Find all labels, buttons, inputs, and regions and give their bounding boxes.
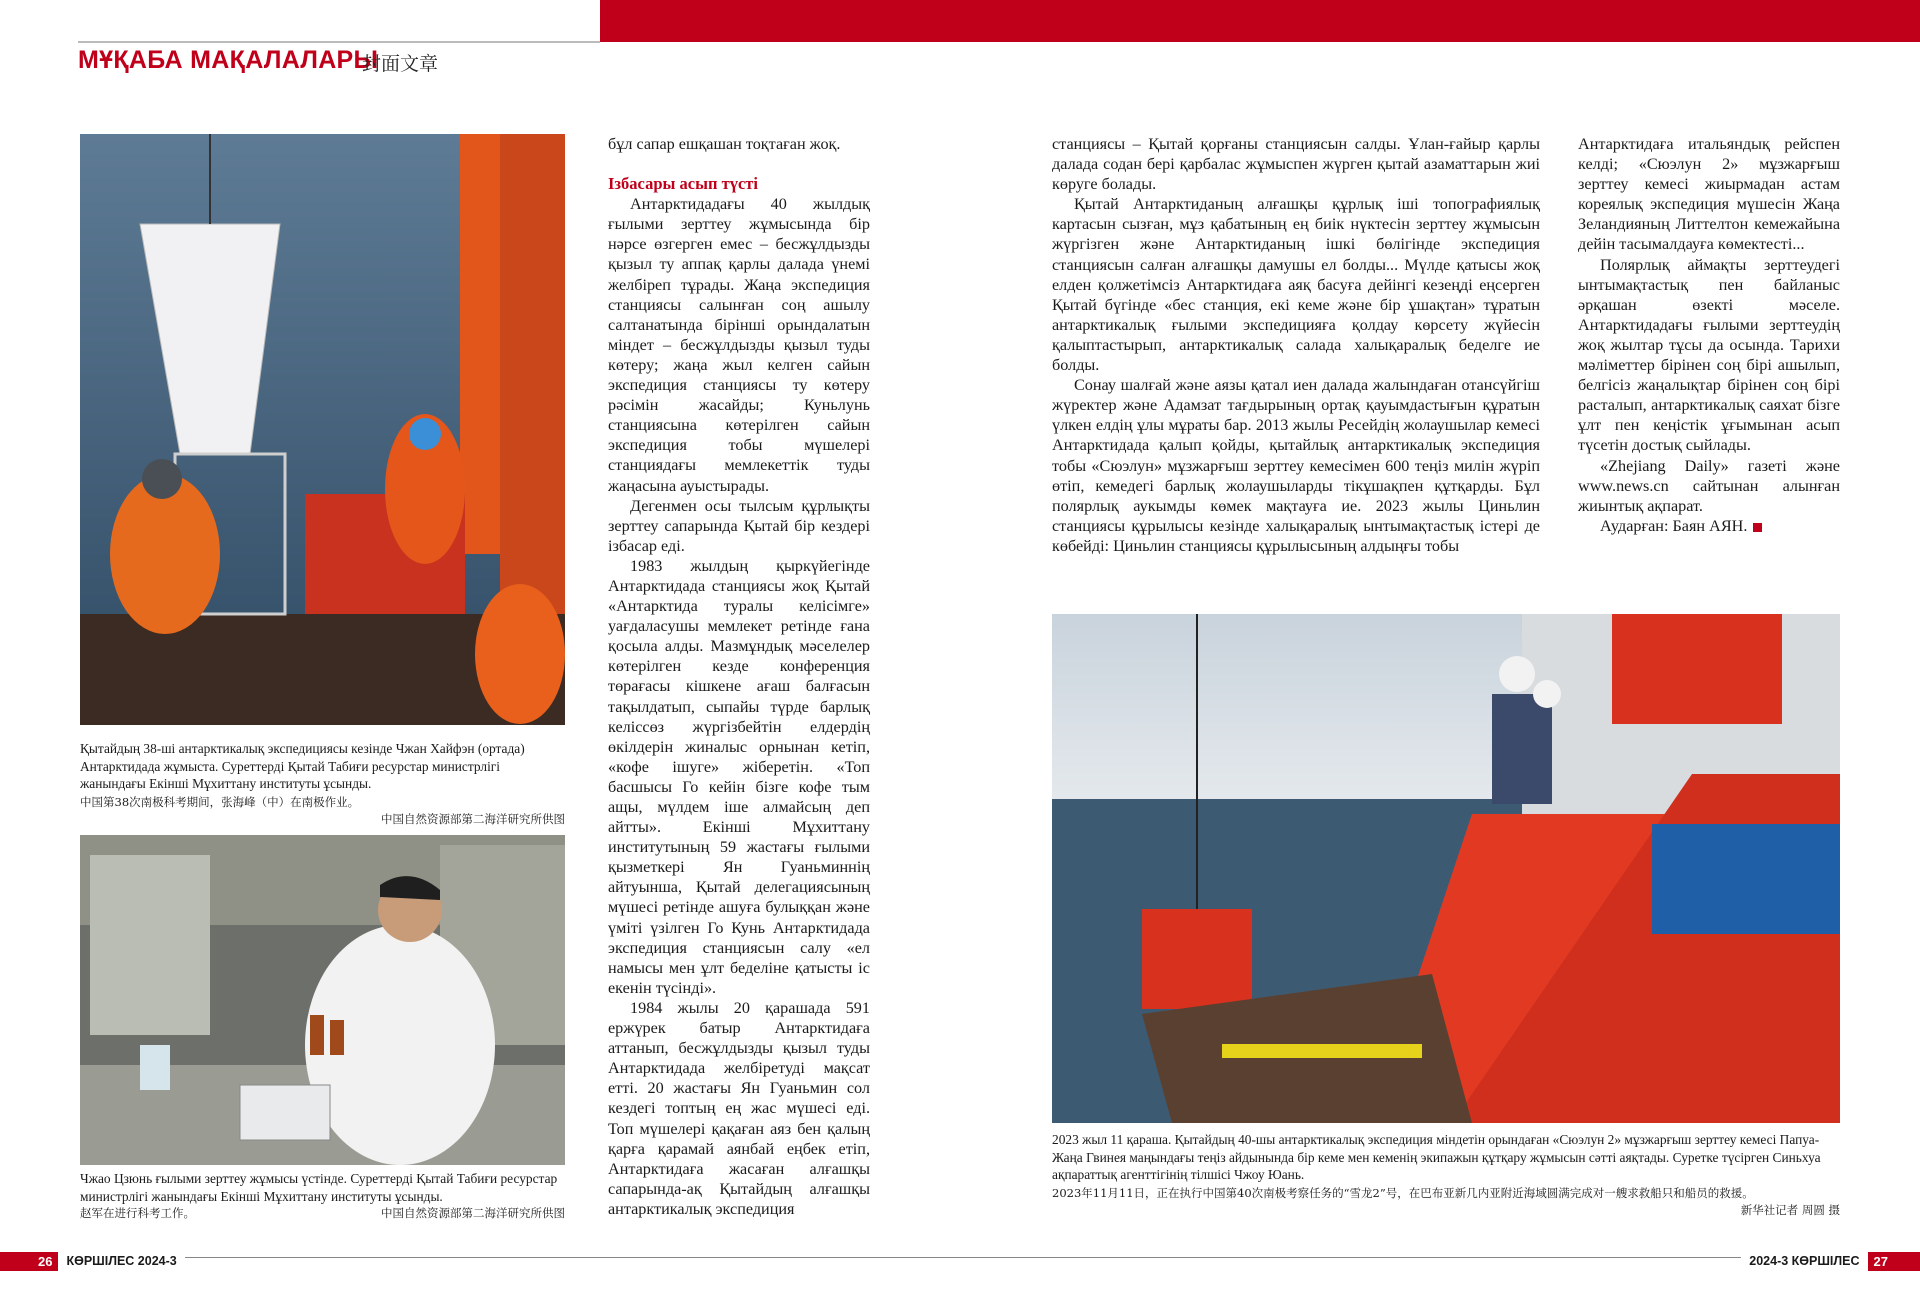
laboratory-photo — [80, 835, 565, 1165]
caption-1-credit: 中国自然资源部第二海洋研究所供图 — [381, 812, 565, 827]
col1-p4: 1984 жылы 20 қарашада 591 ержүрек батыр Антарктидаға аттанып, бесжұлдызды қызыл туды Антарктидада желбіретуді мақсат етті. 20 жастағы Ян Гуаньмин сол кездегі топтың ең жас мүшесі еді. Топ мүшелері қақаған аяз бен қалың қарға қарамай аянбай еңбек етіп, Антарктидаға жасаған алғашқы сапарында-ақ Қытайдың алғашқы антарктикалық экспедиция — [608, 998, 870, 1218]
caption-1-cn: 中国第38次南极科考期间，张海峰（中）在南极作业。 — [80, 794, 360, 809]
footer-right — [1741, 1251, 1920, 1271]
col1-p0: бұл сапар ешқашан тоқтаған жоқ. — [608, 135, 841, 153]
magazine-name-right: 2024-3 КӨРШІЛЕС — [1741, 1254, 1867, 1268]
article-column-2 — [1052, 134, 1540, 556]
photo-caption-2 — [80, 1170, 565, 1223]
footer-left — [0, 1251, 185, 1271]
col3-p1: Полярлық аймақты зерттеудегі ынтымақтастық пен байланыс әрқашан өзекті мәселе. Антарктидадағы ғылыми зерттеудің жоқ жылтар тұсы да осында. Тарихи мәліметтер бірінен соң бірі ашылып, белгісіз жаңалықтар бірінен соң бірі расталып, антарктикалық саяхат бізге ұлт пен кеңістік ұғымынан асып түсетін достық сыйлады. — [1578, 255, 1840, 455]
magazine-name-left: КӨРШІЛЕС 2024-3 — [58, 1254, 184, 1268]
page-number-right: 27 — [1868, 1252, 1920, 1271]
caption-3-credit: 新华社记者 周圆 摄 — [1740, 1203, 1840, 1218]
caption-2-text: Чжао Цзюнь ғылыми зерттеу жұмысы үстінде. Суреттерді Қытай Табиғи ресурстар министрлігі жанындағы Екінші Мұхиттану институты ұсынды. — [80, 1171, 558, 1204]
translator-credit: Аударған: Баян АЯН. — [1600, 516, 1748, 535]
rescue-operation-photo — [1052, 614, 1840, 1123]
col1-p1: Антарктидадағы 40 жылдық ғылыми зерттеу жұмысында бір нәрсе өзгерген емес – бесжұлдызды қызыл ту аппақ қарлы далада үнемі желбіреп тұрады. Жаңа экспедиция станциясы салынған соң ашылу салтанатында бірінші орындалатын міндет – бесжұлдызды қызыл туды көтеру; жаңа жыл келген сайын экспедиция станциясы ту көтеру рәсімін жасайды; Куньлунь станциясына көтерілген сайын экспедиция тобы мүшелері станциядағы мемлекеттік туды жаңасына ауыстырады. — [608, 195, 870, 495]
section-title-cn: 封面文章 — [362, 53, 439, 75]
col2-p2: Сонау шалғай және аязы қатал иен далада жалындаған отансүйгіш жүректер және Адамзат тағдырының ортақ қауымдастығын құратын үлкен елдің ұлы мұраты бар. 2013 жылы Ресейдің жолаушылар кемесі Антарктидада қалып қойды, қытайлық антарктикалық экспедиция тобы «Сюэлун» мұзжарғыш зерттеу кемесімен 600 теңіз милін жүріп өтіп, кемедегі барлық жолаушыларды тікұшақпен құтқарды. Бұл полярлық аукымды көмек мақтауға ие. 2023 жылы Циньлин станциясы құрылысы кезінде халықаралық ынтымақтастық істері де көбейді: Циньлин станциясы құрылысының алдыңғы тобы — [1052, 376, 1540, 555]
col3-p2: «Zhejiang Daily» газеті және www.news.cn сайтынан алынған жиынтық ақпарат. — [1578, 456, 1840, 515]
caption-2-cn: 赵军在进行科考工作。 — [80, 1206, 195, 1221]
col3-p3 — [1578, 516, 1840, 536]
article-column-1 — [608, 134, 870, 1219]
section-title: МҰҚАБА МАҚАЛАЛАРЫ — [78, 46, 379, 74]
caption-2-row — [80, 1205, 565, 1223]
col2-p0: станциясы – Қытай қорғаны станциясын салды. Ұлан-ғайыр қарлы далада содан бері қарбалас жұмыспен жүрген қытай азаматтарын жиі көруге болады. — [1052, 135, 1540, 194]
subheading: Ізбасары асып түсті — [608, 174, 758, 194]
col1-p2: Дегенмен осы тылсым құрлықты зерттеу сапарында Қытай бір кездері ізбасар еді. — [608, 496, 870, 555]
photo-caption-1 — [80, 740, 565, 829]
caption-1-text: Қытайдың 38-ші антарктикалық экспедициясы кезінде Чжан Хайфэн (ортада) Антарктидада жұмыста. Суреттерді Қытай Табиғи ресурстар министрлігі жанындағы Екінші Мұхиттану институты ұсынды. — [80, 741, 525, 792]
photo-caption-3 — [1052, 1131, 1840, 1220]
page-number-left: 26 — [0, 1252, 58, 1271]
caption-3-cn: 2023年11月11日，正在执行中国第40次南极考察任务的“雪龙2”号，在巴布亚新几内亚附近海域圆满完成对一艘求救船只和船员的救援。 — [1052, 1185, 1754, 1200]
end-mark-icon — [1753, 523, 1762, 532]
header-rule — [78, 41, 600, 43]
caption-2-credit: 中国自然资源部第二海洋研究所供图 — [381, 1206, 565, 1221]
research-ship-photo — [80, 134, 565, 725]
col2-p1: Қытай Антарктиданың алғашқы құрлық іші топографиялық картасын сызған, мұз қабатының ең биік нүктесін зерттеу жұмысын жүргізген және Антарктиданың ішкі бөлігінде экспедиция станциясын салған алғашқы дамушы ел болды... Мүлде қатысы жоқ елден қолжетімсіз Антарктидаға аяқ басуға дейінгі кезеңді еңсерген Қытай бүгінде «бес станция, екі кеме және бір ұшақтан» тұратын антарктикалық ғылыми экспедицияға қолдау көрсету жүйесін қалыптастырып, антарктикалық салада халықаралық беделге ие болды. — [1052, 195, 1540, 375]
article-column-3 — [1578, 134, 1840, 536]
top-red-bar — [600, 0, 1920, 42]
col3-p0: Антарктидаға итальяндық рейспен келді; «Сюэлун 2» мұзжарғыш зерттеу кемесі жиырмадан астам кореялық экспедиция мүшесін Жаңа Зеландияның Литтелтон кемежайына дейін тасымалдауға көмектесті... — [1578, 135, 1840, 254]
caption-3-text: 2023 жыл 11 қараша. Қытайдың 40-шы антарктикалық экспедиция міндетін орындаған «Сюэлун 2» мұзжарғыш зерттеу кемесі Папуа-Жаңа Гвинея маңындағы теңіз айдынында бір кеме мен кеменің экипажын құтқару жұмысын сәтті аяқтады. Суретке түсірген Синьхуа ақпараттық агенттігінің тілшісі Чжоу Юань. — [1052, 1132, 1821, 1183]
col1-p3: 1983 жылдың қыркүйегінде Антарктидада станциясы жоқ Қытай «Антарктида туралы келісімге» уағдаласушы мемлекет ретінде ғана қосыла алды. Мазмұндық мәселелер көтерілген кезде конференция төрағасы кішкене ағаш балғасын тақылдатып, сыпайы түрде барлық келіссөз жүргізбейтін елдердің өкілдерін жиналыс орнынан кетіп, «кофе ішуге» жіберетін. «Топ басшысы Го кейін бізге кофе тым ащы, мүлдем іше алмайсың деп айтты». Екінші Мұхиттану институтының 59 жастағы ғылыми қызметкері Ян Гуаньминнің айтуынша, Қытай делегациясының мүшесі ретінде ашуға булыққан және үміті үзілген Го Кунь Антарктидада экспедиция станциясын салу «ел намысы мен ұлт беделіне қатысты іс екенін түсінді». — [608, 556, 870, 997]
